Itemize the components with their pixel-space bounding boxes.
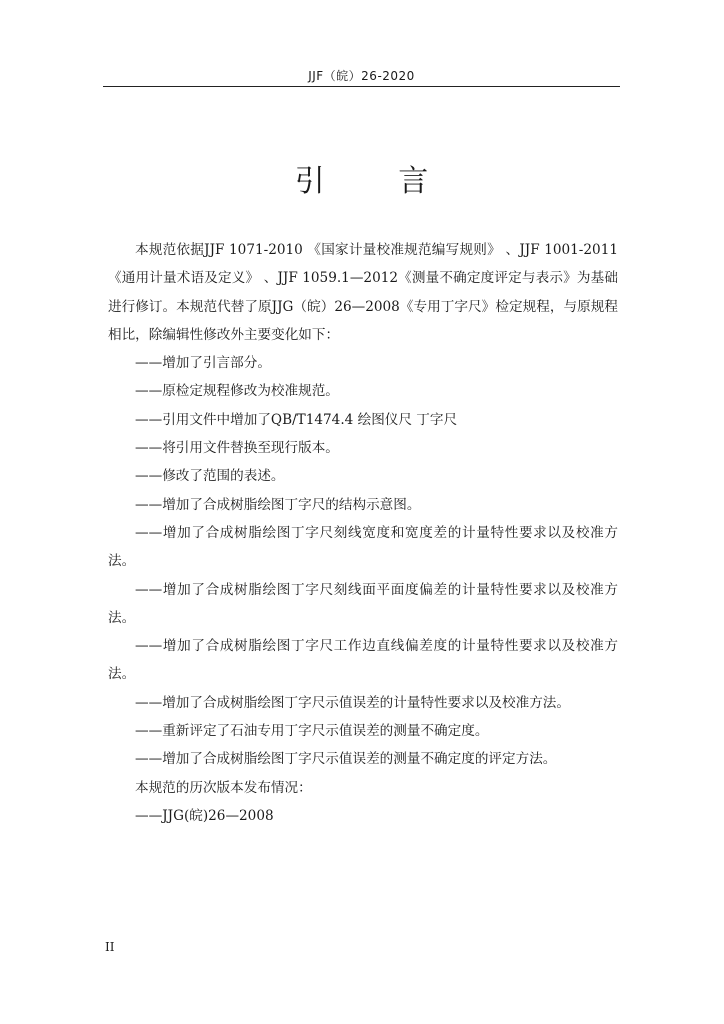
body-text [108,236,618,830]
change-item: ——增加了合成树脂绘图丁字尺的结构示意图。 [135,496,421,513]
change-item: ——将引用文件替换至现行版本。 [135,440,339,457]
section-title: 引 言 [294,164,461,199]
page-number: II [105,940,115,954]
change-item: ——增加了合成树脂绘图丁字尺工作边直线偏差度的计量特性要求以及校准方法。 [108,638,618,683]
change-item: ——增加了合成树脂绘图丁字尺示值误差的计量特性要求以及校准方法。 [135,694,570,711]
change-item: ——增加了合成树脂绘图丁字尺刻线宽度和宽度差的计量特性要求以及校准方法。 [108,524,618,570]
running-header: JJF（皖）26-2020 [308,69,415,83]
history-heading: 本规范的历次版本发布情况： [135,779,312,796]
change-item: ——引用文件中增加了QB/T1474.4 绘图仪尺 丁字尺 [135,411,458,428]
change-item: ——增加了合成树脂绘图丁字尺刻线面平面度偏差的计量特性要求以及校准方法。 [108,581,618,626]
change-item: ——原检定规程修改为校准规范。 [135,383,339,400]
change-item: ——修改了范围的表述。 [135,468,285,485]
change-item: ——增加了合成树脂绘图丁字尺示值误差的测量不确定度的评定方法。 [135,751,557,768]
change-item: ——增加了引言部分。 [135,355,271,372]
header-divider [103,86,620,87]
change-item: ——重新评定了石油专用丁字尺示值误差的测量不确定度。 [135,723,489,740]
intro-paragraph: 本规范依据JJF 1071-2010 《国家计量校准规范编写规则》 、JJF 1001-2011《通用计量术语及定义》 、JJF 1059.1—2012《测量不确定度评定与表示》为基础进行修订。本规范代替了原JJG（皖）26—2008《专用丁字尺》检定规程，与原规程相比，除编辑性修改外主要变化如下： [108,242,618,343]
history-item: ——JJG(皖)26—2008 [135,807,274,824]
